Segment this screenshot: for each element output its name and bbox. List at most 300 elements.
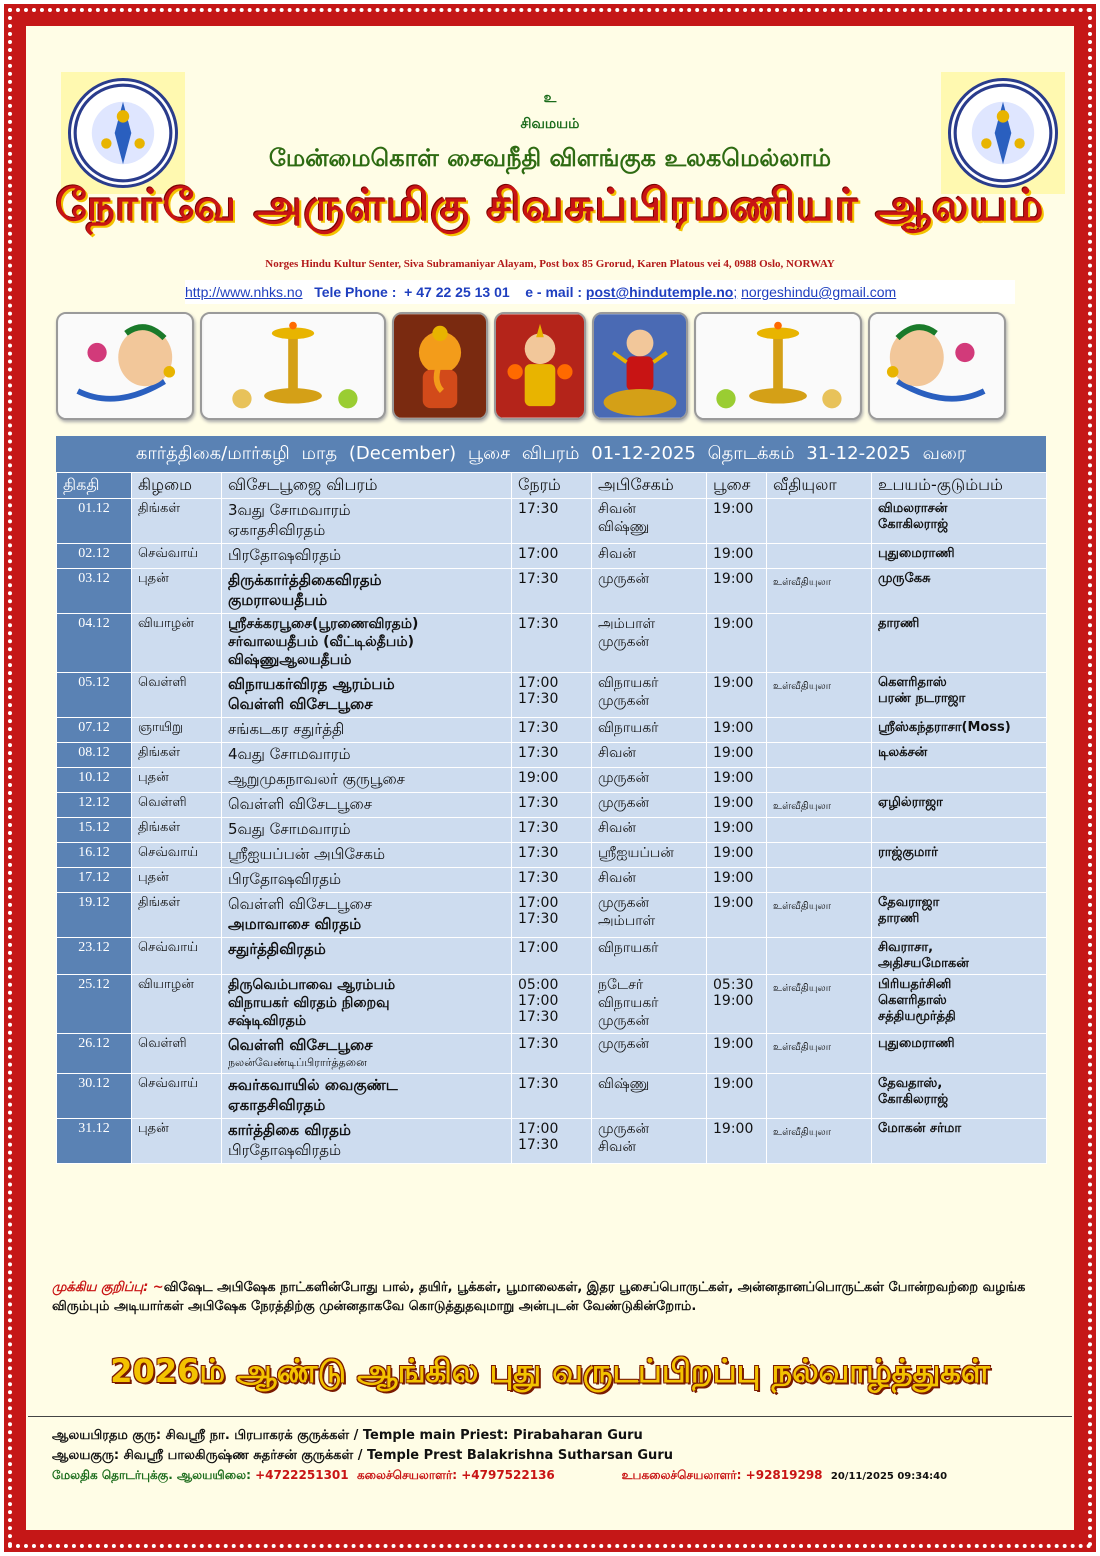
cell-date-line: 03.12 (78, 571, 110, 586)
cell-time (512, 673, 592, 718)
lamp-lady-icon (868, 312, 1006, 420)
cell-pooja (707, 1034, 767, 1074)
cell-abhishekam (592, 818, 707, 843)
cell-details-line: வெள்ளி விசேடபூசை (228, 1036, 373, 1054)
cell-ubayam-line: ராஜ்குமார் (878, 845, 938, 860)
cell-day-line: வியாழன் (138, 977, 194, 992)
cell-date-line: 19.12 (78, 895, 110, 910)
cell-ubayam (872, 1074, 1047, 1119)
cell-details-line: ஸ்ரீசக்கரபூசை(பூரணைவிரதம்) (228, 616, 419, 632)
cell-date (57, 1074, 132, 1119)
sivamayam: சிவமயம் (520, 116, 580, 132)
cell-ubayam-line: டிலக்சன் (878, 745, 928, 760)
oil-lamp-icon (200, 312, 386, 420)
cell-veethi-line: உள்வீதியுலா (773, 1042, 831, 1053)
cell-abhishekam-line: விநாயகர் (598, 940, 659, 956)
cell-ubayam-line: புதுமைராணி (878, 546, 955, 561)
cell-ubayam-line: புதுமைராணி (878, 1036, 955, 1051)
cell-ubayam-line: சத்தியமூர்த்தி (878, 1009, 956, 1024)
ganesha-icon (392, 312, 488, 420)
cell-date (57, 893, 132, 938)
cell-details-line: சஷ்டிவிரதம் (228, 1013, 307, 1029)
cell-abhishekam (592, 673, 707, 718)
cell-time-line: 17:00 (518, 940, 559, 956)
cell-time-line: 17:00 (518, 1121, 559, 1137)
cell-time-line: 17:30 (518, 911, 559, 927)
cell-time-line: 17:30 (518, 616, 559, 632)
durga-icon (592, 312, 688, 420)
cell-pooja (707, 544, 767, 569)
cell-pooja-line: 19:00 (713, 616, 754, 632)
table-row (57, 1034, 1047, 1074)
cell-details-line: வெள்ளி விசேடபூசை (228, 895, 373, 913)
cell-abhishekam-line: சிவன் (598, 546, 636, 562)
footer-contact-label: மேலதிக தொடர்புக்கு. ஆலயயிலை: (52, 1468, 251, 1482)
cell-date (57, 1034, 132, 1074)
cell-details-line: 3வது சோமவாரம் (228, 501, 351, 519)
cell-day (132, 975, 222, 1034)
contact-bar (185, 280, 1015, 304)
cell-abhishekam-line: அம்பாள் (598, 616, 656, 632)
cell-veethi (767, 843, 872, 868)
email-link-2[interactable]: norgeshindu@gmail.com (741, 284, 897, 300)
phone-label: Tele Phone : (314, 284, 397, 300)
cell-abhishekam-line: முருகன் (598, 634, 650, 650)
cell-details (222, 1074, 512, 1119)
cell-time-line: 17:00 (518, 675, 559, 691)
cell-ubayam (872, 673, 1047, 718)
cell-abhishekam (592, 1074, 707, 1119)
cell-date (57, 1119, 132, 1164)
table-row (57, 499, 1047, 544)
cell-ubayam-line: கோகிலராஜ் (878, 1092, 949, 1107)
table-row (57, 673, 1047, 718)
cell-veethi-line: உள்வீதியுலா (773, 983, 831, 994)
cell-time-line: 17:30 (518, 870, 559, 886)
cell-veethi-line: உள்வீதியுலா (773, 801, 831, 812)
cell-veethi-line: உள்வீதியுலா (773, 1127, 831, 1138)
cell-time-line: 17:30 (518, 1009, 559, 1025)
cell-time (512, 718, 592, 743)
cell-details (222, 893, 512, 938)
cell-date-line: 08.12 (78, 745, 110, 760)
cell-details-line: ஆறுமுகநாவலர் குருபூசை (228, 770, 405, 788)
cell-abhishekam-line: சிவன் (598, 820, 636, 836)
cell-details-line: பிரதோஷவிரதம் (228, 546, 342, 564)
cell-abhishekam-line: முருகன் (598, 1121, 650, 1137)
cell-time (512, 544, 592, 569)
cell-ubayam (872, 569, 1047, 614)
cell-veethi (767, 614, 872, 673)
table-row (57, 1119, 1047, 1164)
cell-pooja (707, 868, 767, 893)
temple-priest: ஆலயகுரு: சிவஸ்ரீ பாலகிருஷ்ண சுதர்சன் குருக்கள் / Temple Prest Balakrishna Sutharsan Guru (52, 1448, 673, 1463)
cell-date-line: 02.12 (78, 546, 110, 561)
cell-time (512, 975, 592, 1034)
cell-details-line: பிரதோஷவிரதம் (228, 870, 342, 888)
cell-ubayam (872, 768, 1047, 793)
cell-veethi (767, 1119, 872, 1164)
cell-day-line: திங்கள் (138, 820, 181, 835)
cell-details-line: சங்கடகர சதுர்த்தி (228, 720, 345, 738)
cell-details (222, 718, 512, 743)
cell-date (57, 673, 132, 718)
cell-abhishekam-line: சிவன் (598, 501, 636, 517)
cell-date-line: 25.12 (78, 977, 110, 992)
cell-details-line: வெள்ளி விசேடபூசை (228, 695, 373, 713)
col-header-abhishekam: அபிசேகம் (592, 473, 707, 499)
cell-day (132, 1034, 222, 1074)
email-label: e - mail : (525, 284, 583, 300)
cell-pooja-line: 19:00 (713, 1076, 754, 1092)
cell-pooja-line: 19:00 (713, 745, 754, 761)
cell-ubayam (872, 743, 1047, 768)
cell-time (512, 843, 592, 868)
om-symbol: உ (543, 90, 557, 106)
cell-day (132, 743, 222, 768)
cell-veethi (767, 743, 872, 768)
cell-date (57, 818, 132, 843)
cell-ubayam-line: ஏழில்ராஜா (878, 795, 943, 810)
cell-time-line: 17:30 (518, 501, 559, 517)
cell-time (512, 1034, 592, 1074)
cell-time-line: 17:30 (518, 795, 559, 811)
cell-day (132, 614, 222, 673)
cell-abhishekam (592, 743, 707, 768)
cell-pooja-line: 19:00 (713, 770, 754, 786)
cell-details-line: நலன்வேண்டிப்பிரார்த்தனை (228, 1056, 367, 1069)
cell-details (222, 673, 512, 718)
cell-abhishekam (592, 938, 707, 975)
cell-date (57, 843, 132, 868)
cell-veethi (767, 1074, 872, 1119)
cell-date (57, 718, 132, 743)
table-row (57, 938, 1047, 975)
cell-ubayam-line: கௌரிதாஸ் (878, 993, 947, 1008)
cell-veethi-line: உள்வீதியுலா (773, 901, 831, 912)
cell-abhishekam (592, 868, 707, 893)
cell-time (512, 614, 592, 673)
footer-cultural-label: கலைச்செயலாளர்: (356, 1468, 458, 1482)
cell-date-line: 31.12 (78, 1121, 110, 1136)
cell-ubayam-line: சிவராசா, (878, 940, 934, 955)
cell-veethi (767, 499, 872, 544)
cell-abhishekam-line: விநாயகர் (598, 720, 659, 736)
table-row (57, 614, 1047, 673)
cell-details (222, 1034, 512, 1074)
cell-time (512, 893, 592, 938)
table-row (57, 1074, 1047, 1119)
footer-timestamp: 20/11/2025 09:34:40 (830, 1471, 948, 1482)
cell-day (132, 499, 222, 544)
cell-details-line: சுவர்கவாயில் வைகுண்ட (228, 1076, 398, 1094)
cell-details-line: ஸ்ரீஐயப்பன் அபிசேகம் (228, 845, 386, 863)
cell-time (512, 868, 592, 893)
footer-cultural-phone: +4797522136 (461, 1468, 555, 1482)
cell-ubayam-line: கோகிலராஜ் (878, 517, 949, 532)
cell-time (512, 768, 592, 793)
cell-ubayam (872, 793, 1047, 818)
cell-ubayam (872, 893, 1047, 938)
cell-ubayam (872, 818, 1047, 843)
cell-day-line: திங்கள் (138, 745, 181, 760)
cell-veethi (767, 868, 872, 893)
cell-veethi (767, 544, 872, 569)
cell-pooja (707, 938, 767, 975)
phone-number: + 47 22 25 13 01 (404, 284, 510, 300)
cell-details-line: பிரதோஷவிரதம் (228, 1141, 342, 1159)
cell-day (132, 868, 222, 893)
schedule-table (56, 472, 1047, 1164)
cell-abhishekam-line: முருகன் (598, 895, 650, 911)
cell-abhishekam-line: சிவன் (598, 870, 636, 886)
cell-ubayam-line: விமலராசன் (878, 501, 948, 516)
cell-day-line: புதன் (138, 1121, 169, 1136)
table-row (57, 868, 1047, 893)
cell-details-line: திருக்கார்த்திகைவிரதம் (228, 571, 382, 589)
cell-ubayam-line: அதிசயமோகன் (878, 956, 969, 971)
cell-date-line: 07.12 (78, 720, 110, 735)
cell-details (222, 743, 512, 768)
cell-time (512, 499, 592, 544)
cell-ubayam-line: கௌரிதாஸ் (878, 675, 947, 690)
cell-time (512, 743, 592, 768)
schedule-title: கார்த்திகை/மார்கழி மாத (December) பூசை விபரம் 01-12-2025 தொடக்கம் 31-12-2025 வரை (56, 436, 1046, 472)
new-year-greeting: 2026ம் ஆண்டு ஆங்கில புது வருடப்பிறப்பு நல்வாழ்த்துகள் (110, 1352, 990, 1390)
cell-details-line: அமாவாசை விரதம் (228, 915, 362, 933)
cell-ubayam (872, 1034, 1047, 1074)
cell-abhishekam-line: நடேசர் (598, 977, 644, 993)
cell-date-line: 01.12 (78, 501, 110, 516)
address: Norges Hindu Kultur Senter, Siva Subramaniyar Alayam, Post box 85 Grorud, Karen Platous vei 4, 0988 Oslo, NORWAY (265, 258, 835, 270)
cell-day-line: ஞாயிறு (138, 720, 183, 735)
cell-abhishekam (592, 1119, 707, 1164)
table-row (57, 569, 1047, 614)
col-header-ubayam: உபயம்-குடும்பம் (872, 473, 1047, 499)
cell-details (222, 975, 512, 1034)
cell-details-line: சதுர்த்திவிரதம் (228, 940, 326, 958)
cell-veethi (767, 718, 872, 743)
col-header-pooja: பூசை (707, 473, 767, 499)
cell-day-line: வியாழன் (138, 616, 194, 631)
cell-abhishekam (592, 718, 707, 743)
col-header-day: கிழமை (132, 473, 222, 499)
cell-pooja-line: 05:30 (713, 977, 754, 993)
footer-divider (28, 1416, 1072, 1417)
cell-ubayam-line: மோகன் சர்மா (878, 1121, 962, 1136)
cell-time-line: 17:30 (518, 691, 559, 707)
table-row (57, 975, 1047, 1034)
cell-veethi-line: உள்வீதியுலா (773, 577, 831, 588)
cell-date-line: 30.12 (78, 1076, 110, 1091)
cell-details-line: 4வது சோமவாரம் (228, 745, 351, 763)
cell-time-line: 17:30 (518, 745, 559, 761)
cell-day (132, 893, 222, 938)
cell-abhishekam-line: முருகன் (598, 693, 650, 709)
cell-day (132, 718, 222, 743)
pooja-schedule (56, 436, 1046, 1164)
cell-details-line: விஷ்ணுஆலயதீபம் (228, 652, 352, 668)
cell-time-line: 17:30 (518, 845, 559, 861)
cell-day-line: வெள்ளி (138, 1036, 187, 1051)
cell-ubayam (872, 843, 1047, 868)
cell-time-line: 05:00 (518, 977, 559, 993)
cell-pooja (707, 1074, 767, 1119)
cell-day-line: திங்கள் (138, 895, 181, 910)
cell-time (512, 1074, 592, 1119)
cell-abhishekam (592, 893, 707, 938)
cell-time-line: 17:30 (518, 1076, 559, 1092)
murugan-icon (494, 312, 586, 420)
cell-details-line: 5வது சோமவாரம் (228, 820, 351, 838)
cell-pooja-line: 19:00 (713, 501, 754, 517)
cell-date-line: 10.12 (78, 770, 110, 785)
motto: மேன்மைகொள் சைவநீதி விளங்குக உலகமெல்லாம் (268, 144, 832, 172)
cell-ubayam-line: ஸ்ரீஸ்கந்தராசா(Moss) (878, 720, 1011, 735)
cell-pooja (707, 793, 767, 818)
footer-asst-label: உபகலைச்செயலாளர்: (621, 1468, 742, 1482)
cell-date (57, 614, 132, 673)
cell-ubayam (872, 499, 1047, 544)
cell-details (222, 614, 512, 673)
col-header-time: நேரம் (512, 473, 592, 499)
cell-veethi-line: உள்வீதியுலா (773, 681, 831, 692)
cell-abhishekam-line: முருகன் (598, 770, 650, 786)
email-separator: ; (733, 284, 738, 300)
cell-day (132, 768, 222, 793)
cell-date (57, 544, 132, 569)
cell-details-line: குமராலயதீபம் (228, 591, 328, 609)
note-label: முக்கிய குறிப்பு: ~ (52, 1280, 164, 1295)
cell-date (57, 569, 132, 614)
cell-date-line: 26.12 (78, 1036, 110, 1051)
temple-name: நோர்வே அருள்மிகு சிவசுப்பிரமணியர் ஆலயம் (55, 180, 1045, 231)
cell-details-line: கார்த்திகை விரதம் (228, 1121, 351, 1139)
cell-time (512, 569, 592, 614)
cell-time (512, 793, 592, 818)
cell-details-line: ஏகாதசிவிரதம் (228, 1096, 326, 1114)
cell-ubayam (872, 975, 1047, 1034)
oil-lamp-icon (694, 312, 862, 420)
cell-date-line: 16.12 (78, 845, 110, 860)
cell-date (57, 793, 132, 818)
cell-day-line: புதன் (138, 770, 169, 785)
cell-day (132, 818, 222, 843)
cell-pooja (707, 673, 767, 718)
cell-veethi (767, 569, 872, 614)
cell-date (57, 743, 132, 768)
cell-pooja (707, 569, 767, 614)
cell-pooja-line: 19:00 (713, 675, 754, 691)
cell-day-line: செவ்வாய் (138, 546, 199, 561)
cell-veethi (767, 893, 872, 938)
cell-details (222, 843, 512, 868)
cell-pooja-line: 19:00 (713, 795, 754, 811)
cell-details (222, 499, 512, 544)
cell-pooja (707, 818, 767, 843)
cell-day-line: புதன் (138, 571, 169, 586)
website-link[interactable]: http://www.nhks.no (185, 284, 303, 300)
col-header-date: திகதி (57, 473, 132, 499)
table-row (57, 893, 1047, 938)
cell-pooja-line: 19:00 (713, 820, 754, 836)
cell-abhishekam-line: சிவன் (598, 1139, 636, 1155)
cell-details-line: திருவெம்பாவை ஆரம்பம் (228, 977, 396, 993)
cell-day (132, 544, 222, 569)
cell-abhishekam-line: முருகன் (598, 1013, 650, 1029)
cell-details (222, 544, 512, 569)
cell-abhishekam (592, 975, 707, 1034)
cell-abhishekam-line: அம்பாள் (598, 913, 656, 929)
note-text: விஷேட அபிஷேக நாட்களின்போது பால், தயிர், பூக்கள், பூமாலைகள், இதர பூசைப்பொருட்கள், அன்னதானப்பொருட்கள் போன்றவற்றை வழங்க விரும்பும் அடியார்கள் அபிஷேக நேரத்திற்கு முன்னதாகவே கொடுத்துதவுமாறு அன்புடன் வேண்டுகின்றோம். (52, 1280, 1026, 1314)
cell-veethi (767, 975, 872, 1034)
col-header-details: விசேடபூஜை விபரம் (222, 473, 512, 499)
cell-pooja (707, 1119, 767, 1164)
cell-pooja (707, 768, 767, 793)
table-row (57, 818, 1047, 843)
cell-day (132, 1119, 222, 1164)
cell-details (222, 818, 512, 843)
table-row (57, 718, 1047, 743)
cell-date-line: 17.12 (78, 870, 110, 885)
cell-abhishekam (592, 614, 707, 673)
cell-day (132, 843, 222, 868)
cell-day-line: புதன் (138, 870, 169, 885)
cell-time (512, 938, 592, 975)
cell-pooja (707, 975, 767, 1034)
cell-pooja-line: 19:00 (713, 1036, 754, 1052)
cell-abhishekam-line: ஸ்ரீஐயப்பன் (598, 845, 674, 861)
cell-abhishekam (592, 793, 707, 818)
cell-ubayam-line: முருகேசு (878, 571, 931, 586)
cell-day (132, 938, 222, 975)
cell-details-line: விநாயகர்விரத ஆரம்பம் (228, 675, 395, 693)
cell-details (222, 868, 512, 893)
cell-pooja (707, 614, 767, 673)
important-note (52, 1278, 1052, 1316)
cell-abhishekam (592, 1034, 707, 1074)
table-row (57, 843, 1047, 868)
cell-time-line: 17:00 (518, 895, 559, 911)
cell-pooja (707, 743, 767, 768)
cell-abhishekam-line: முருகன் (598, 1036, 650, 1052)
table-row (57, 544, 1047, 569)
cell-time-line: 17:00 (518, 546, 559, 562)
cell-time (512, 818, 592, 843)
main-priest: ஆலயபிரதம குரு: சிவஸ்ரீ நா. பிரபாகரக் குருக்கள் / Temple main Priest: Pirabaharan Guru (52, 1428, 643, 1443)
cell-details (222, 569, 512, 614)
cell-abhishekam-line: முருகன் (598, 571, 650, 587)
cell-ubayam-line: பிரியதர்சினி (878, 977, 952, 992)
cell-date-line: 05.12 (78, 675, 110, 690)
cell-details (222, 768, 512, 793)
cell-time-line: 19:00 (518, 770, 559, 786)
cell-ubayam (872, 868, 1047, 893)
cell-abhishekam-line: விஷ்ணு (598, 1076, 650, 1092)
cell-abhishekam-line: விஷ்ணு (598, 519, 650, 535)
email-link-1[interactable]: post@hindutemple.no (585, 284, 734, 300)
cell-time (512, 1119, 592, 1164)
cell-ubayam (872, 614, 1047, 673)
cell-day (132, 793, 222, 818)
cell-day-line: திங்கள் (138, 501, 181, 516)
cell-ubayam-line: தாரணி (878, 911, 920, 926)
cell-abhishekam-line: விநாயகர் (598, 675, 659, 691)
cell-pooja-line: 19:00 (713, 895, 754, 911)
cell-abhishekam-line: முருகன் (598, 795, 650, 811)
cell-pooja-line: 19:00 (713, 870, 754, 886)
cell-pooja (707, 843, 767, 868)
